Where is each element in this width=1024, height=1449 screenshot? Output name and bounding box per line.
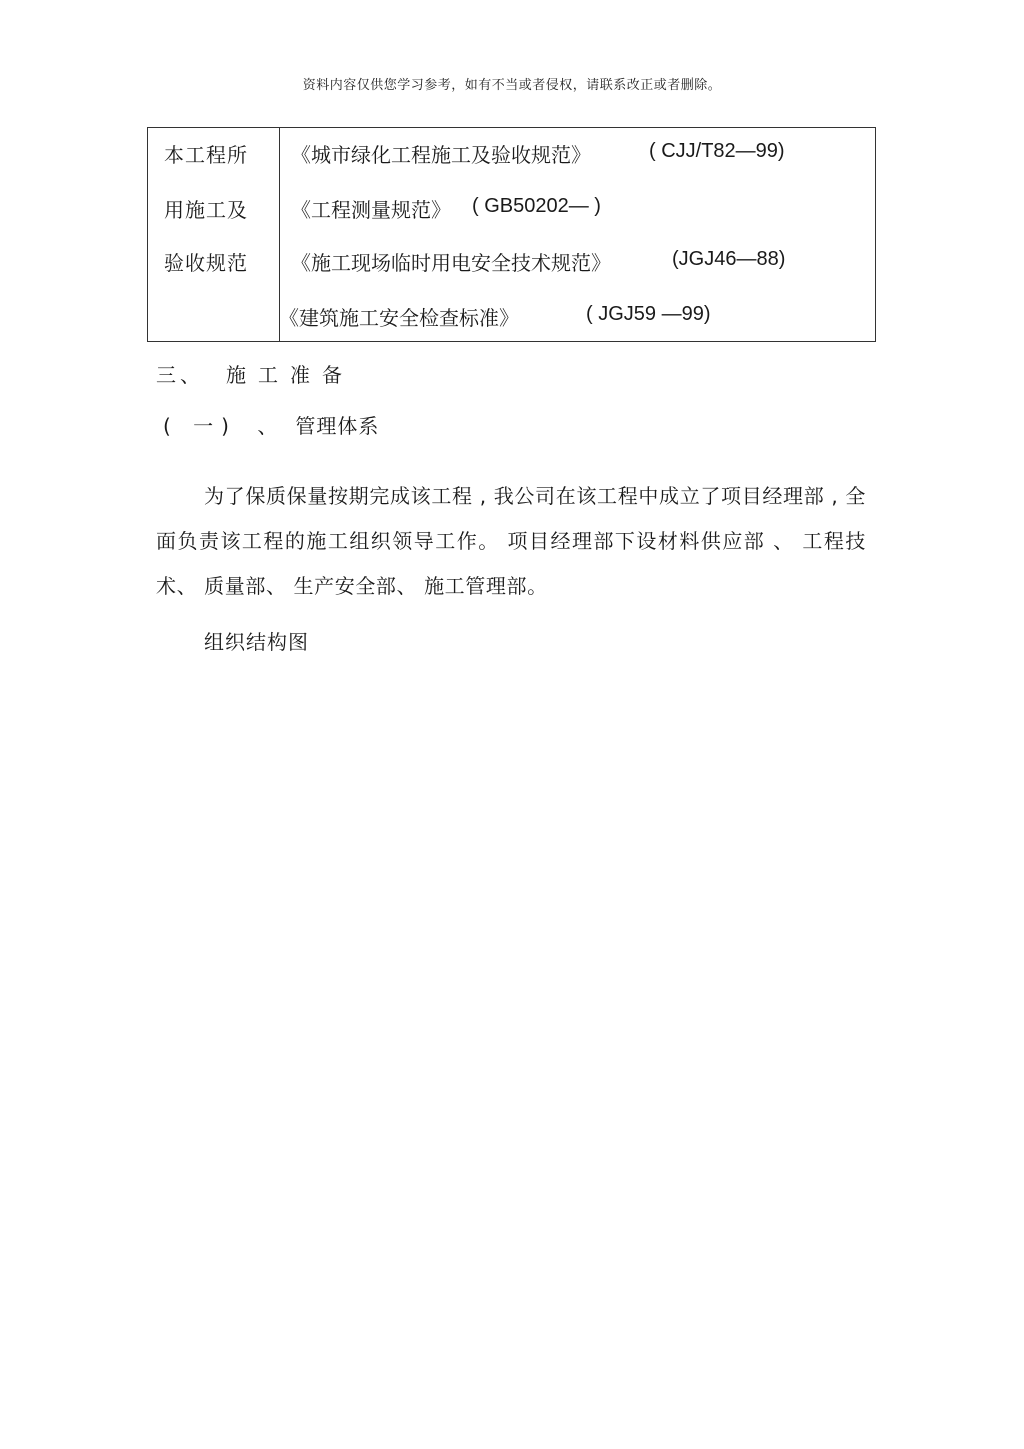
spec-code: (JGJ46—88) bbox=[672, 248, 786, 270]
spec-row bbox=[291, 139, 785, 168]
subsection-separator: 、 bbox=[257, 414, 278, 438]
spec-label-line-3: 验收规范 bbox=[164, 251, 248, 275]
spec-row bbox=[291, 194, 601, 223]
subsection-number: ( 一) bbox=[163, 414, 237, 438]
section-heading bbox=[156, 359, 354, 388]
body-paragraph: 为了保质保量按期完成该工程 , 我公司在该工程中成立了项目经理部 , 全面负责该工程的施工组织领导工作。 项目经理部下设材料供应部 、 工程技术、 质量部、 生产安全部、 施工管理部。 bbox=[156, 484, 866, 598]
org-chart-label: 组织结构图 bbox=[204, 630, 309, 654]
spec-title: 《工程测量规范》 bbox=[291, 198, 451, 222]
spec-title: 《施工现场临时用电安全技术规范》 bbox=[291, 251, 611, 275]
spec-row bbox=[279, 302, 711, 331]
section-number: 三、 bbox=[156, 363, 204, 387]
spec-row bbox=[291, 247, 786, 276]
spec-code: ( JGJ59 —99) bbox=[586, 303, 711, 325]
spec-code: ( GB50202— ) bbox=[472, 195, 601, 217]
subsection-title: 管理体系 bbox=[295, 414, 380, 438]
spec-label-line-1: 本工程所 bbox=[164, 143, 248, 167]
spec-title: 《城市绿化工程施工及验收规范》 bbox=[291, 143, 591, 167]
disclaimer-header: 资料内容仅供您学习参考，如有不当或者侵权，请联系改正或者删除。 bbox=[302, 78, 722, 93]
spec-label-line-2: 用施工及 bbox=[164, 198, 248, 222]
spec-table bbox=[147, 127, 876, 342]
spec-title: 《建筑施工安全检查标准》 bbox=[279, 306, 519, 330]
spec-code: ( CJJ/T82—99) bbox=[649, 140, 785, 162]
subsection-heading bbox=[163, 410, 379, 439]
section-title: 施工准备 bbox=[226, 363, 354, 387]
